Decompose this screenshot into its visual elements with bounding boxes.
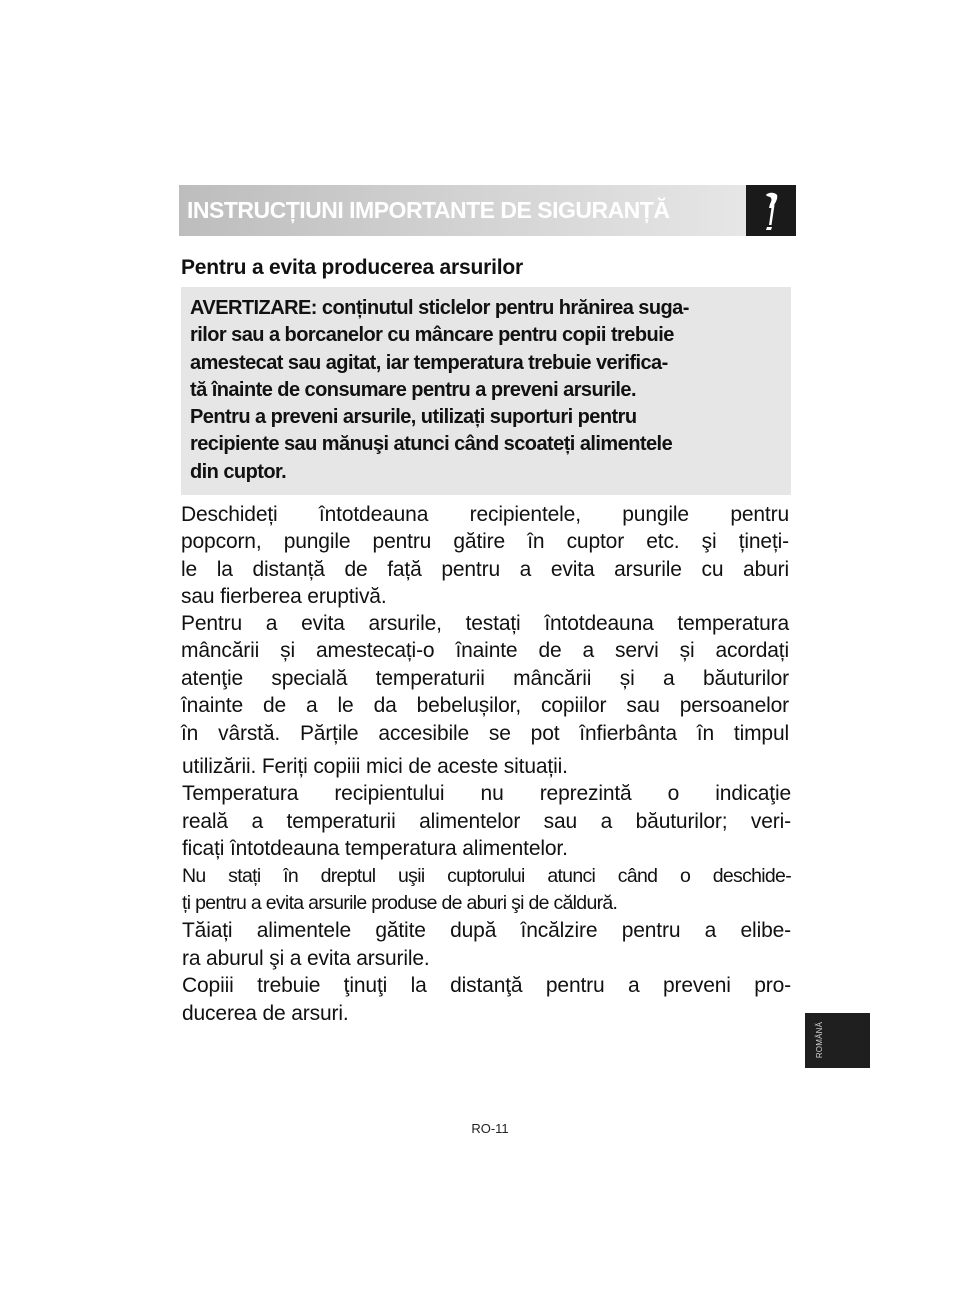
text-line: în vârstă. Părțile accesibile se pot înfierbânta în timpul (181, 721, 789, 745)
text-line: Temperatura recipientului nu reprezintă o indicaţie (182, 782, 791, 806)
warning-line: rilor sau a borcanelor cu mâncare pentru copii trebuie (190, 324, 674, 347)
text-line: atenţie specială temperaturii mâncării și a băuturilor (181, 666, 789, 690)
warning-box (181, 287, 791, 495)
paragraph-open-containers (181, 501, 789, 611)
text-line: ducerea de arsuri. (182, 1001, 349, 1025)
exclamation-hand-icon (759, 191, 783, 231)
text-line: utilizării. Feriți copiii mici de aceste situații. (182, 755, 568, 778)
text-line: Deschideți întotdeauna recipientele, pungile pentru (181, 503, 789, 526)
text-line: Pentru a evita arsurile, testați întotdeauna temperatura (181, 612, 789, 635)
paragraph-safety-tips (182, 753, 791, 1027)
text-line: mâncării și amestecați-o înainte de a servi și acordați (181, 639, 789, 663)
text-line: Tăiați alimentele gătite după încălzire pentru a elibe- (182, 919, 791, 943)
text-line: le la distanță de față pentru a evita arsurile cu aburi (181, 557, 789, 581)
text-line: ți pentru a evita arsurile produse de aburi şi de căldură. (182, 892, 618, 915)
text-line: Nu stați în dreptul uşii cuptorului atunci când o deschide- (182, 864, 791, 887)
warning-line: AVERTIZARE: conținutul sticlelor pentru hrănirea suga- (190, 297, 689, 319)
text-line: Copiii trebuie ţinuţi la distanţă pentru a preveni pro- (182, 974, 791, 998)
language-label: ROMÂNĂ (815, 1021, 824, 1059)
text-line: înainte de a le da bebelușilor, copiilor sau persoanelor (181, 694, 789, 718)
warning-line: Pentru a preveni arsurile, utilizați suporturi pentru (190, 406, 637, 429)
page-number: RO-11 (471, 1121, 509, 1136)
warning-line: tă înainte de consumare pentru a preveni arsurile. (190, 378, 636, 401)
paragraph-test-temperature (181, 610, 789, 747)
section-header-bar (179, 185, 746, 236)
warning-icon-box (746, 185, 796, 236)
text-line: sau fierberea eruptivă. (181, 585, 387, 609)
text-line: ficați întotdeauna temperatura alimentelor. (182, 837, 568, 861)
warning-line: recipiente sau mănuşi atunci când scoateți alimentele (190, 433, 673, 456)
warning-line: amestecat sau agitat, iar temperatura trebuie verifica- (190, 351, 668, 374)
text-line: reală a temperaturii alimentelor sau a băuturilor; veri- (182, 809, 791, 833)
text-line: popcorn, pungile pentru gătire în cuptor etc. şi țineți- (181, 530, 789, 554)
warning-line: din cuptor. (190, 460, 287, 483)
header-title: INSTRUCȚIUNI IMPORTANTE DE SIGURANȚĂ (187, 197, 670, 223)
text-line: ra aburul şi a evita arsurile. (182, 946, 430, 970)
section-title: Pentru a evita producerea arsurilor (181, 256, 523, 279)
